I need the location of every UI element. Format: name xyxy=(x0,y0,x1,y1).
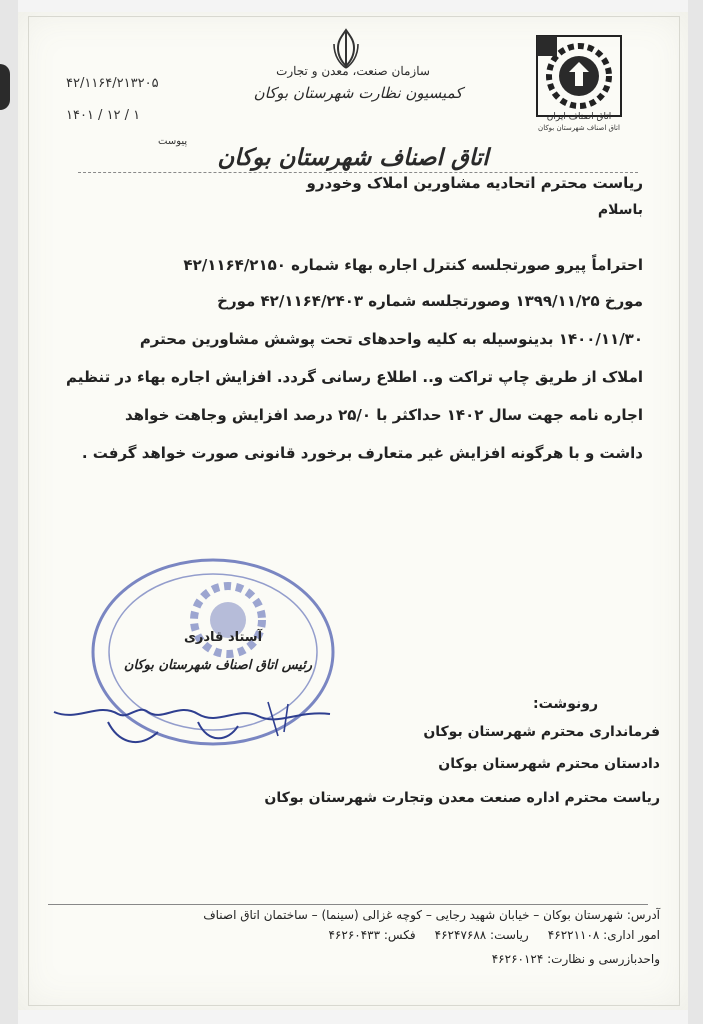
attachment-label: پیوست xyxy=(158,136,188,147)
cc-item: ریاست محترم اداره صنعت معدن وتجارت شهرستان بوکان xyxy=(264,790,660,806)
letter-number: ۴۲/۱۱۶۴/۲۱۳۲۰۵ xyxy=(66,76,159,91)
letter-page xyxy=(18,12,688,1010)
chamber-title: اتاق اصناف شهرستان بوکان xyxy=(217,144,489,171)
cc-item: فرمانداری محترم شهرستان بوکان xyxy=(423,724,660,740)
scroll-handle[interactable] xyxy=(0,64,10,110)
signatory-name: آستاد قادری xyxy=(183,630,263,645)
footer-fax: فکس: ۴۶۲۶۰۴۳۳ xyxy=(328,928,416,942)
signatory-title: رئیس اتاق اصناف شهرستان بوکان xyxy=(123,658,313,673)
logo-subcaption: اتاق اصناف شهرستان بوکان xyxy=(538,124,620,132)
greeting: باسلام xyxy=(597,202,643,218)
footer-address: آدرس: شهرستان بوکان – خیابان شهید رجایی – کوچه غزالی (سینما) – ساختمان اتاق اصناف xyxy=(203,908,660,922)
right-frame xyxy=(688,0,703,1024)
logo-caption: اتاق اصناف ایران xyxy=(546,112,612,122)
left-frame xyxy=(0,0,18,1024)
footer-admin-phone: امور اداری: ۴۶۲۲۱۱۰۸ xyxy=(547,928,660,942)
footer-inspection-phone: واحدبازرسی و نظارت: ۴۶۲۶۰۱۲۴ xyxy=(491,952,660,966)
handwritten-signature-icon xyxy=(48,692,338,752)
body-line: مورخ ۱۳۹۹/۱۱/۲۵ وصورتجلسه شماره ۴۲/۱۱۶۴/۲۴۰۳ مورخ xyxy=(217,292,643,310)
body-line: املاک از طریق چاپ تراکت و.. اطلاع رسانی گردد. افزایش اجاره بهاء در تنظیم xyxy=(65,368,643,386)
cc-item: دادستان محترم شهرستان بوکان xyxy=(438,756,660,772)
letter-date: ۱۴۰۱ / ۱۲ / ۱ xyxy=(66,108,141,123)
footer-divider xyxy=(48,904,648,905)
cc-label: رونوشت: xyxy=(533,696,598,712)
body-line: ۱۴۰۰/۱۱/۳۰ بدینوسیله به کلیه واحدهای تحت پوشش مشاورین محترم xyxy=(139,330,643,348)
commission-title: کمیسیون نظارت شهرستان بوکان xyxy=(253,84,463,102)
body-line: داشت و با هرگونه افزایش غیر متعارف برخورد قانونی صورت خواهد گرفت . xyxy=(81,444,643,462)
footer-presidency-phone: ریاست: ۴۶۲۴۷۶۸۸ xyxy=(434,928,529,942)
org-line: سازمان صنعت، معدن و تجارت xyxy=(276,64,430,78)
addressee: ریاست محترم اتحادیه مشاورین املاک وخودرو xyxy=(306,174,643,192)
body-line: اجاره نامه جهت سال ۱۴۰۲ حداکثر با ۲۵/۰ درصد افزایش وجاهت خواهد xyxy=(124,406,643,424)
body-line: احتراماً پیرو صورتجلسه کنترل اجاره بهاء شماره ۴۲/۱۱۶۴/۲۱۵۰ xyxy=(183,256,643,274)
footer-phones xyxy=(328,928,660,942)
